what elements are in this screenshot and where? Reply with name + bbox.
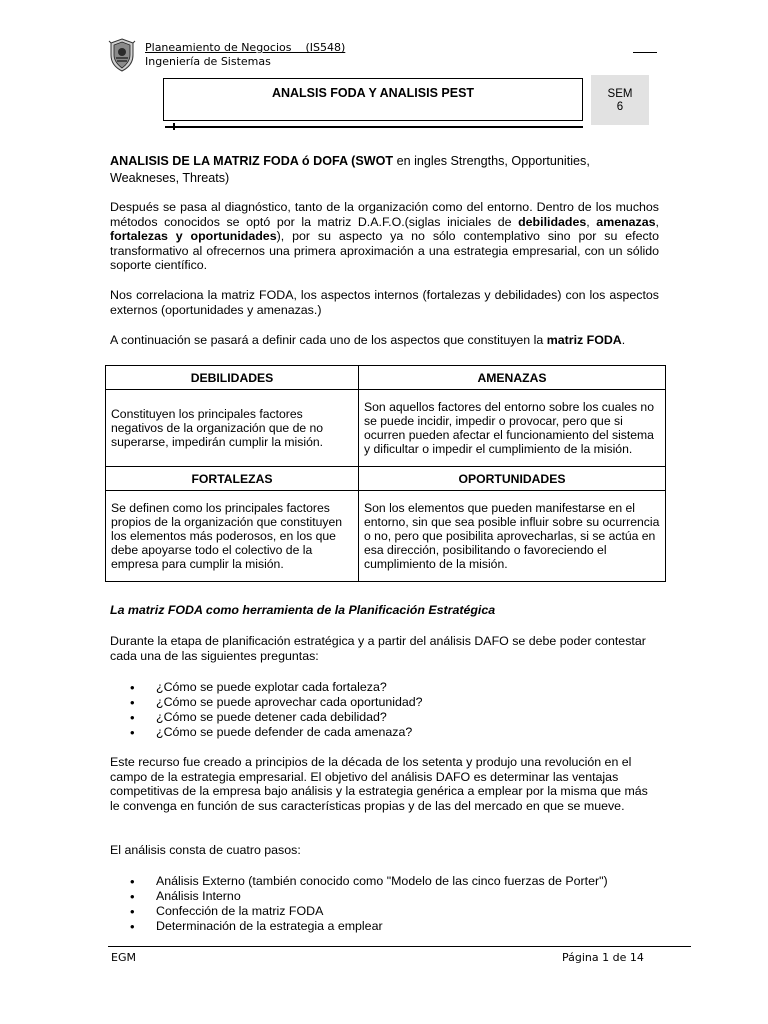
course-name: Planeamiento de Negocios (IS548) <box>145 41 346 54</box>
semester-box <box>591 75 649 125</box>
semester-label: SEM <box>607 88 633 100</box>
table-row <box>106 467 666 491</box>
debilidades-header: DEBILIDADES <box>106 366 359 390</box>
para1-text-a: Después se pasa al diagnóstico, tanto de la organización como del entorno. Dentro de los muchos métodos conocidos se optó por la matriz D.A.F.O.(siglas iniciales de <box>110 200 659 229</box>
footer-author: EGM <box>111 951 136 964</box>
section-heading-rest: en ingles Strengths, Opportunities, Weakneses, Threats) <box>110 154 590 185</box>
amenazas-header: AMENAZAS <box>359 366 666 390</box>
table-row <box>106 390 666 467</box>
section-heading-foda <box>110 153 659 187</box>
para1-bold-amenazas: amenazas <box>596 214 656 229</box>
list-item: • ¿Cómo se puede detener cada debilidad? <box>128 710 423 725</box>
para1-text-d: , <box>655 214 659 229</box>
para1-bold-fortalezas: fortalezas y oportunidades <box>110 229 277 243</box>
document-title: ANALSIS FODA Y ANALISIS PEST <box>271 86 475 100</box>
list-item: • Determinación de la estrategia a emplear <box>128 919 608 934</box>
debilidades-text: Constituyen los principales factores negativos de la organización que de no superarse, impedirán cumplir la misión. <box>106 390 359 467</box>
title-underline-tick <box>173 123 175 130</box>
list-item: • ¿Cómo se puede explotar cada fortaleza? <box>128 680 423 695</box>
university-crest-logo <box>108 38 136 72</box>
paragraph-diagnostico <box>110 200 659 273</box>
department-name: Ingeniería de Sistemas <box>145 55 271 68</box>
questions-list <box>128 680 423 740</box>
title-underline <box>165 126 583 128</box>
semester-number: 6 <box>616 101 624 113</box>
paragraph-recurso: Este recurso fue creado a principios de la década de los setenta y produjo una revolución en el campo de la estrategia empresarial. El objetivo del análisis DAFO es determinar las ventajas competitivas de la empresa bajo análisis y la estrategia genérica a emplear por la misma que más le convenga en función de sus características propias y de las del mercado en que se mueve. <box>110 755 648 813</box>
footer-rule <box>108 946 691 947</box>
para1-text-c: , <box>586 214 597 229</box>
list-item: • ¿Cómo se puede aprovechar cada oportunidad? <box>128 695 423 710</box>
list-item: • ¿Cómo se puede defender de cada amenaza? <box>128 725 423 740</box>
paragraph-etapa: Durante la etapa de planificación estratégica y a partir del análisis DAFO se debe poder contestar cada una de las siguientes preguntas: <box>110 634 646 663</box>
para1-text-e: ), por su aspecto ya no sólo contemplativo sino por su efecto transformativo al ofrecernos una primera aproximación a una estrategia empresarial, con un sólido soporte científico. <box>110 229 659 272</box>
para3-text-c: . <box>621 333 626 347</box>
list-item: • Análisis Externo (también conocido como "Modelo de las cinco fuerzas de Porter") <box>128 874 608 889</box>
para1-bold-debilidades: debilidades <box>518 214 587 229</box>
footer-page-number: Página 1 de 14 <box>562 951 644 964</box>
paragraph-continuacion <box>110 333 659 348</box>
foda-table <box>105 365 666 582</box>
header-line-right <box>633 52 657 53</box>
paragraph-pasos: El análisis consta de cuatro pasos: <box>110 843 301 857</box>
paragraph-correlacion: Nos correlaciona la matriz FODA, los aspectos internos (fortalezas y debilidades) con los aspectos externos (oportunidades y amenazas.) <box>110 288 659 317</box>
fortalezas-header: FORTALEZAS <box>106 467 359 491</box>
oportunidades-header: OPORTUNIDADES <box>359 467 666 491</box>
section-heading-bold: ANALISIS DE LA MATRIZ FODA ó DOFA (SWOT <box>110 154 394 168</box>
list-item: • Confección de la matriz FODA <box>128 904 608 919</box>
para3-bold-matriz: matriz FODA <box>546 333 622 347</box>
para3-text-a: A continuación se pasará a definir cada uno de los aspectos que constituyen la <box>110 333 547 347</box>
list-item: • Análisis Interno <box>128 889 608 904</box>
amenazas-text: Son aquellos factores del entorno sobre los cuales no se puede incidir, impedir o provocar, pero que si ocurren pueden afectar el funcionamiento del sistema y dificultar o impedir el cumplimiento de la misión. <box>359 390 666 467</box>
fortalezas-text: Se definen como los principales factores propios de la organización que constituyen los elementos más poderosos, en los que debe apoyarse todo el colectivo de la empresa para cumplir la misión. <box>106 491 359 582</box>
table-row <box>106 366 666 390</box>
oportunidades-text: Son los elementos que pueden manifestarse en el entorno, sin que sea posible influir sobre su ocurrencia o no, pero que posibilita aprovecharlas, si se actúa en esa dirección, posibilitando o favoreciendo el cumplimiento de la misión. <box>359 491 666 582</box>
steps-list <box>128 874 608 934</box>
section-heading-planificacion: La matriz FODA como herramienta de la Planificación Estratégica <box>110 603 496 617</box>
table-row <box>106 491 666 582</box>
